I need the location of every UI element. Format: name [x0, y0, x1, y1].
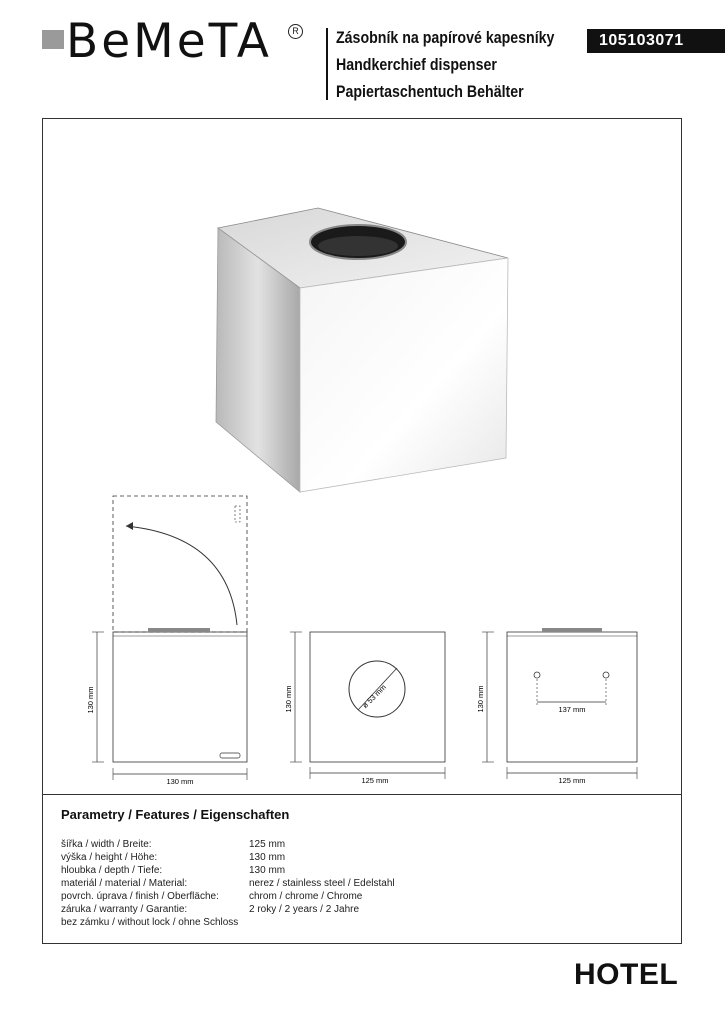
top-view-drawing — [280, 620, 460, 795]
back-width-label: 125 mm — [558, 776, 586, 785]
spec-label: výška / height / Höhe: — [61, 852, 158, 863]
spec-label: povrch. úprava / finish / Oberfläche: — [61, 891, 219, 902]
product-photo — [200, 190, 520, 500]
back-view-drawing — [472, 620, 652, 795]
product-code: 105103071 — [587, 29, 725, 53]
features-divider — [42, 794, 682, 795]
spec-label: materiál / material / Material: — [61, 878, 188, 889]
top-height-label: 130 mm — [284, 685, 293, 713]
spec-label: záruka / warranty / Garantie: — [61, 904, 188, 915]
mount-spacing-label: 137 mm — [558, 705, 586, 714]
open-lid-outline — [113, 496, 247, 632]
spec-value: 2 roky / 2 years / 2 Jahre — [249, 904, 360, 915]
spec-label: šířka / width / Breite: — [61, 839, 152, 850]
registered-mark: R — [288, 24, 303, 39]
logo-mark — [42, 30, 64, 49]
spec-label: hloubka / depth / Tiefe: — [61, 865, 163, 876]
category-label: HOTEL — [574, 958, 679, 991]
hole-diameter-label: ø 53 mm — [360, 682, 388, 710]
title-en: Handkerchief dispenser — [336, 56, 497, 74]
title-divider — [326, 28, 328, 100]
spec-label: bez zámku / without lock / ohne Schloss — [61, 917, 239, 928]
title-de: Papiertaschentuch Behälter — [336, 83, 524, 101]
back-height-label: 130 mm — [476, 685, 485, 713]
spec-value: 130 mm — [249, 865, 286, 876]
front-height-label: 130 mm — [86, 686, 95, 714]
spec-value: chrom / chrome / Chrome — [249, 891, 363, 902]
features-title: Parametry / Features / Eigenschaften — [61, 807, 290, 822]
top-width-label: 125 mm — [361, 776, 389, 785]
spec-value: 130 mm — [249, 852, 286, 863]
spec-value: nerez / stainless steel / Edelstahl — [249, 878, 395, 889]
front-width-label: 130 mm — [166, 777, 194, 786]
spec-value: 125 mm — [249, 839, 286, 850]
title-cz: Zásobník na papírové kapesníky — [336, 29, 555, 47]
front-view-drawing — [80, 490, 270, 795]
brand-logo: BeMeTA — [66, 14, 272, 69]
